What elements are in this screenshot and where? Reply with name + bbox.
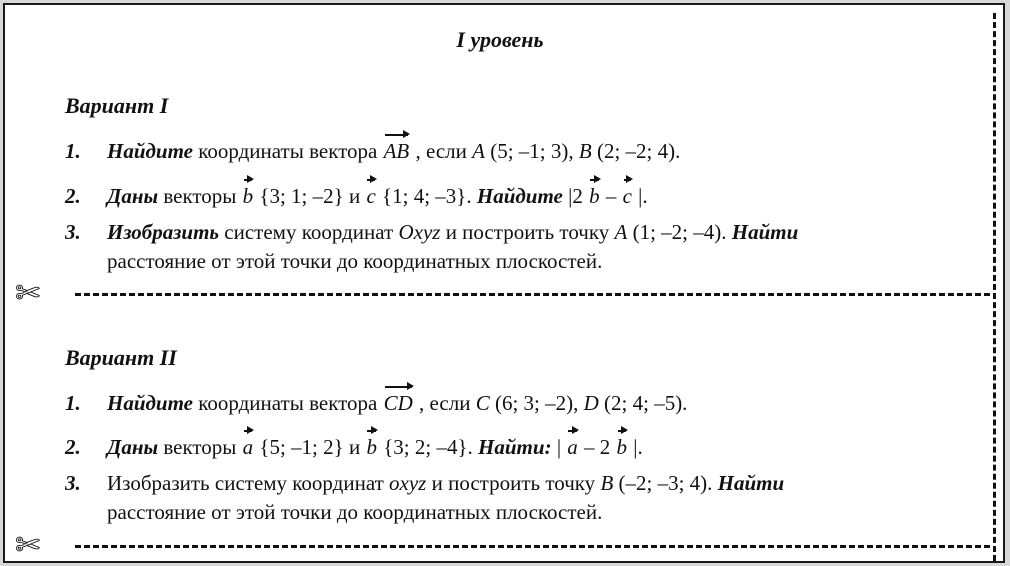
vector-coords: {3; 2; –4}.	[377, 435, 479, 459]
point-coords: (2; –2; 4).	[591, 139, 681, 163]
dashed-line	[75, 293, 990, 296]
task-text: , если	[413, 391, 476, 415]
task-verb: Найдите	[107, 139, 193, 163]
vector-coords: {3; 1; –2} и	[254, 184, 366, 208]
expr-part: |2	[562, 184, 589, 208]
task-text: векторы	[158, 435, 242, 459]
variant-2-title: Вариант II	[65, 345, 177, 370]
task-number: 2.	[65, 435, 81, 459]
point-name: A	[472, 139, 485, 163]
expr-part: |.	[632, 184, 648, 208]
task-verb-2: Найти	[717, 471, 785, 495]
expr-part: – 2	[578, 435, 616, 459]
point-coords: (–2; –3; 4).	[613, 471, 718, 495]
task-number: 1.	[65, 391, 81, 415]
point-name: B	[600, 471, 614, 495]
point-name: B	[578, 139, 592, 163]
vector-c: c	[365, 182, 376, 211]
task-verb: Даны	[107, 184, 159, 208]
vector-coords: {5; –1; 2} и	[254, 435, 366, 459]
task-text: и построить точку	[426, 471, 601, 495]
task-number: 3.	[65, 220, 81, 244]
task-text: координаты вектора	[193, 391, 383, 415]
task-text: расстояние от этой точки до координатных плоскостей.	[107, 249, 603, 273]
vector-b: b	[242, 182, 255, 211]
cut-line-1	[15, 276, 990, 311]
task-text: координаты вектора	[193, 139, 383, 163]
task-text: систему координат	[219, 220, 399, 244]
scissors-icon: ✄	[15, 276, 41, 311]
task-text: векторы	[158, 184, 242, 208]
variant-1-task-1	[65, 137, 985, 166]
point-coords: (6; 3; –2),	[489, 391, 584, 415]
cut-line-2	[15, 528, 990, 563]
coordinate-system: Oxyz	[398, 220, 441, 244]
task-verb: Найдите	[107, 391, 193, 415]
scissors-icon: ✄	[15, 528, 41, 563]
coordinate-system: oxyz	[389, 471, 427, 495]
task-verb: Изобразить	[107, 220, 220, 244]
expr-part: |	[551, 435, 567, 459]
variant-1-title: Вариант I	[65, 93, 169, 118]
vector-coords: {1; 4; –3}.	[376, 184, 477, 208]
task-text: и построить точку	[440, 220, 615, 244]
vector-cd: CD	[383, 389, 414, 418]
variant-2-task-2	[65, 433, 985, 462]
point-coords: (1; –2; –4).	[627, 220, 732, 244]
variant-1-task-2	[65, 182, 985, 211]
dashed-line	[75, 545, 990, 548]
expr-part: –	[600, 184, 622, 208]
point-coords: (2; 4; –5).	[598, 391, 688, 415]
task-verb-2: Найти:	[478, 435, 552, 459]
vector-b: b	[616, 433, 629, 462]
variant-1-task-3	[65, 218, 985, 276]
task-number: 2.	[65, 184, 81, 208]
task-verb: Даны	[107, 435, 159, 459]
task-number: 3.	[65, 471, 81, 495]
vector-a: a	[566, 433, 579, 462]
expr-part: |.	[628, 435, 643, 459]
vector-a: a	[242, 433, 255, 462]
point-coords: (5; –1; 3),	[484, 139, 579, 163]
vector-b: b	[588, 182, 601, 211]
point-name: C	[475, 391, 490, 415]
level-title: I уровень	[456, 27, 544, 52]
point-name: A	[614, 220, 628, 244]
vector-c: c	[622, 182, 633, 211]
vector-ab: AB	[383, 137, 411, 166]
variant-2-task-3	[65, 469, 985, 527]
task-verb-2: Найти	[731, 220, 799, 244]
worksheet	[3, 3, 1005, 563]
variant-2-task-1	[65, 389, 985, 418]
vector-b: b	[365, 433, 378, 462]
task-verb-2: Найдите	[476, 184, 563, 208]
point-name: D	[583, 391, 599, 415]
task-text: Изобразить систему координат	[107, 471, 390, 495]
vertical-cut-line	[993, 13, 996, 561]
task-text: расстояние от этой точки до координатных плоскостей.	[107, 500, 603, 524]
task-number: 1.	[65, 139, 81, 163]
task-text: , если	[410, 139, 473, 163]
